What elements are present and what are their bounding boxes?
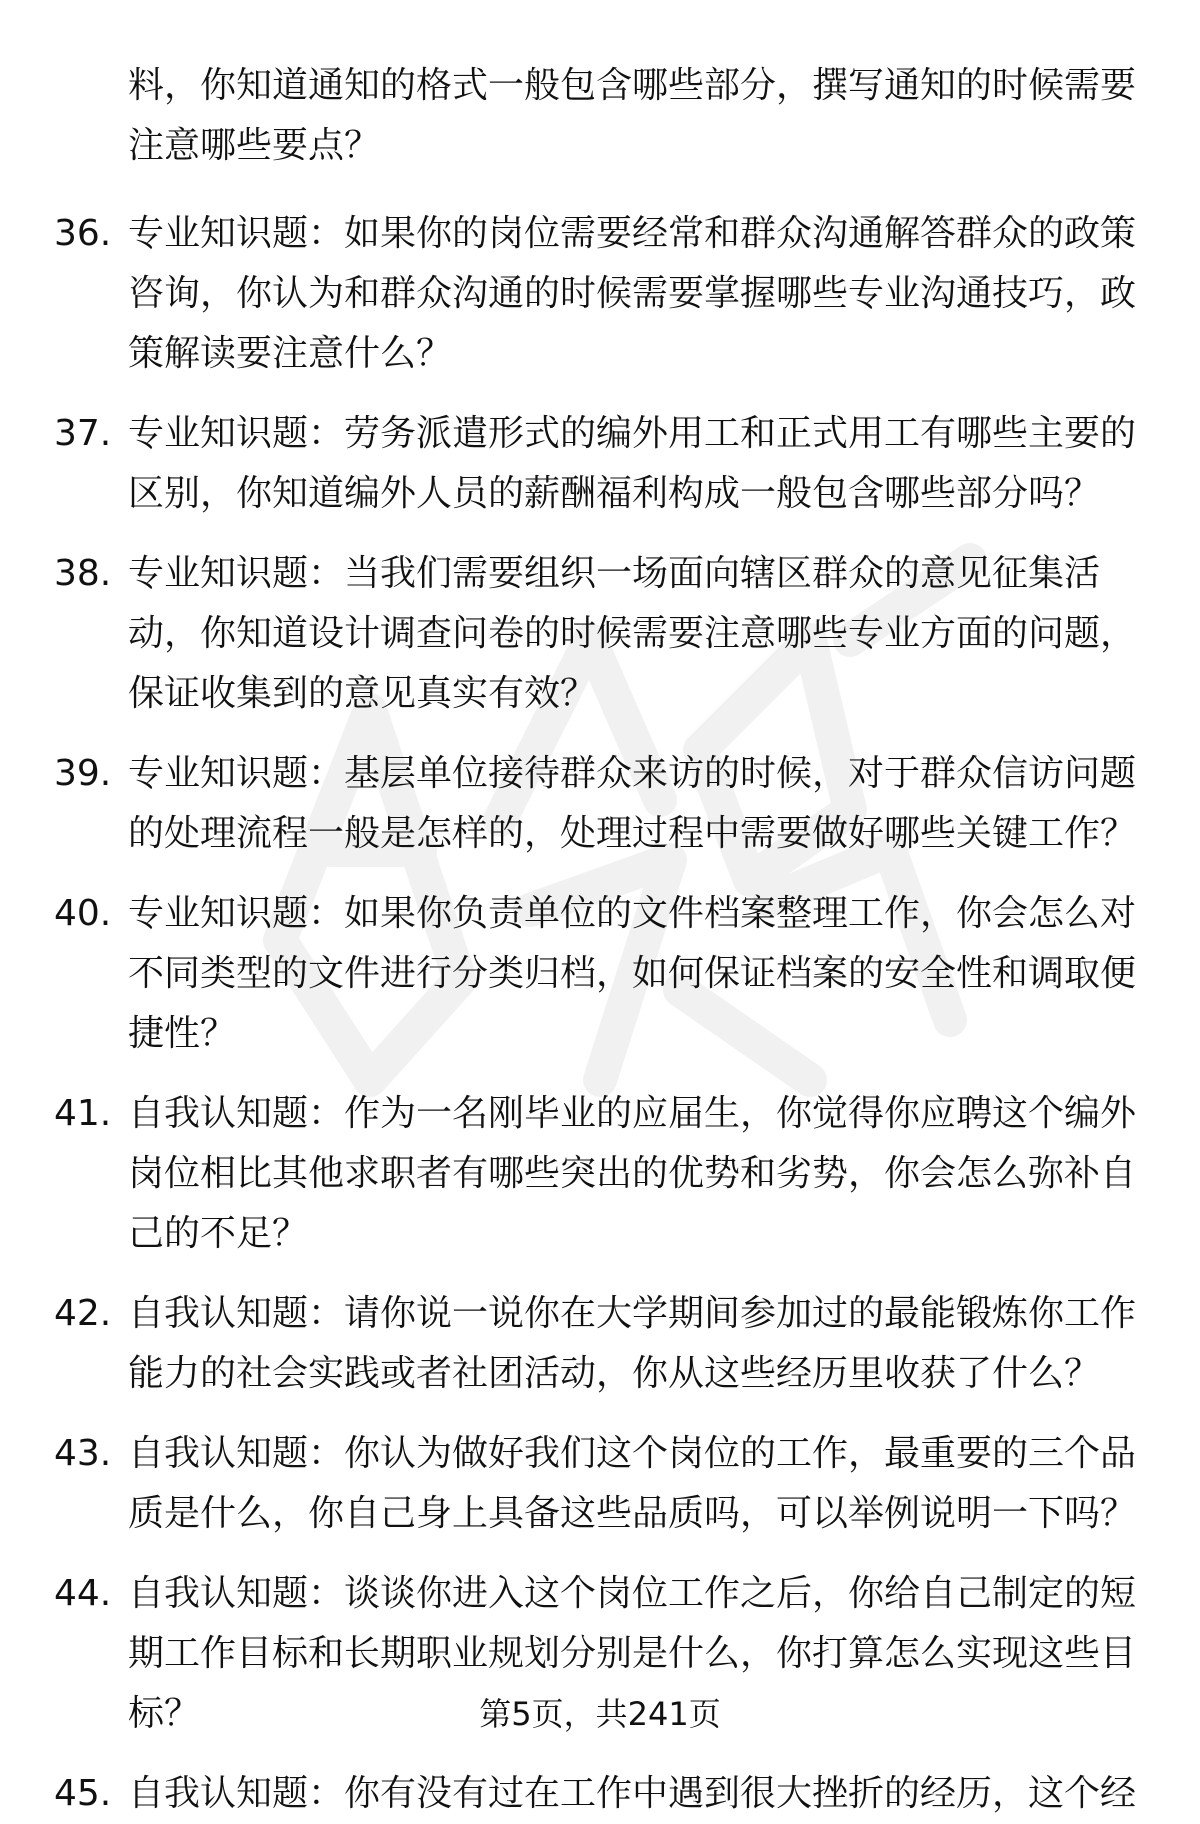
question-text: 自我认知题：谈谈你进入这个岗位工作之后，你给自己制定的短期工作目标和长期职业规划分别是什么，你打算怎么实现这些目标？ [128,1573,1137,1734]
question-item-continued [0,56,1200,176]
question-item-40 [0,884,1200,1064]
question-text: 自我认知题：请你说一说你在大学期间参加过的最能锻炼你工作能力的社会实践或者社团活动，你从这些经历里收获了什么？ [128,1293,1137,1394]
question-text: 专业知识题：如果你的岗位需要经常和群众沟通解答群众的政策咨询，你认为和群众沟通的时候需要掌握哪些专业沟通技巧，政策解读要注意什么？ [128,213,1137,374]
question-number: 38. [54,553,112,594]
question-number: 37. [54,413,112,454]
question-text: 专业知识题：劳务派遣形式的编外用工和正式用工有哪些主要的区别，你知道编外人员的薪酬福利构成一般包含哪些部分吗？ [128,413,1137,514]
question-number: 45. [54,1773,112,1814]
question-text: 自我认知题：作为一名刚毕业的应届生，你觉得你应聘这个编外岗位相比其他求职者有哪些突出的优势和劣势，你会怎么弥补自己的不足？ [128,1093,1137,1254]
question-number: 36. [54,213,112,254]
page-number-footer: 第5页，共241页 [479,1695,721,1733]
question-number: 44. [54,1573,112,1614]
question-text: 专业知识题：基层单位接待群众来访的时候，对于群众信访问题的处理流程一般是怎样的，处理过程中需要做好哪些关键工作？ [128,753,1137,854]
question-list [0,56,1200,1824]
question-item-36 [0,204,1200,384]
question-item-38 [0,544,1200,724]
question-item-39 [0,744,1200,864]
question-item-42 [0,1284,1200,1404]
question-number: 40. [54,893,112,934]
question-item-41 [0,1084,1200,1264]
question-item-45 [0,1764,1200,1824]
question-number: 41. [54,1093,112,1134]
question-item-43 [0,1424,1200,1544]
question-number: 39. [54,753,112,794]
question-text: 专业知识题：如果你负责单位的文件档案整理工作，你会怎么对不同类型的文件进行分类归档，如何保证档案的安全性和调取便捷性？ [128,893,1137,1054]
question-text: 料，你知道通知的格式一般包含哪些部分，撰写通知的时候需要注意哪些要点？ [128,65,1137,166]
question-number: 42. [54,1293,112,1334]
question-text: 自我认知题：你有没有过在工作中遇到很大挫折的经历，这个经 [128,1773,1137,1814]
question-text: 专业知识题：当我们需要组织一场面向辖区群众的意见征集活动，你知道设计调查问卷的时候需要注意哪些专业方面的问题，保证收集到的意见真实有效？ [128,553,1137,714]
question-text: 自我认知题：你认为做好我们这个岗位的工作，最重要的三个品质是什么，你自己身上具备这些品质吗，可以举例说明一下吗？ [128,1433,1137,1534]
question-item-37 [0,404,1200,524]
question-number: 43. [54,1433,112,1474]
